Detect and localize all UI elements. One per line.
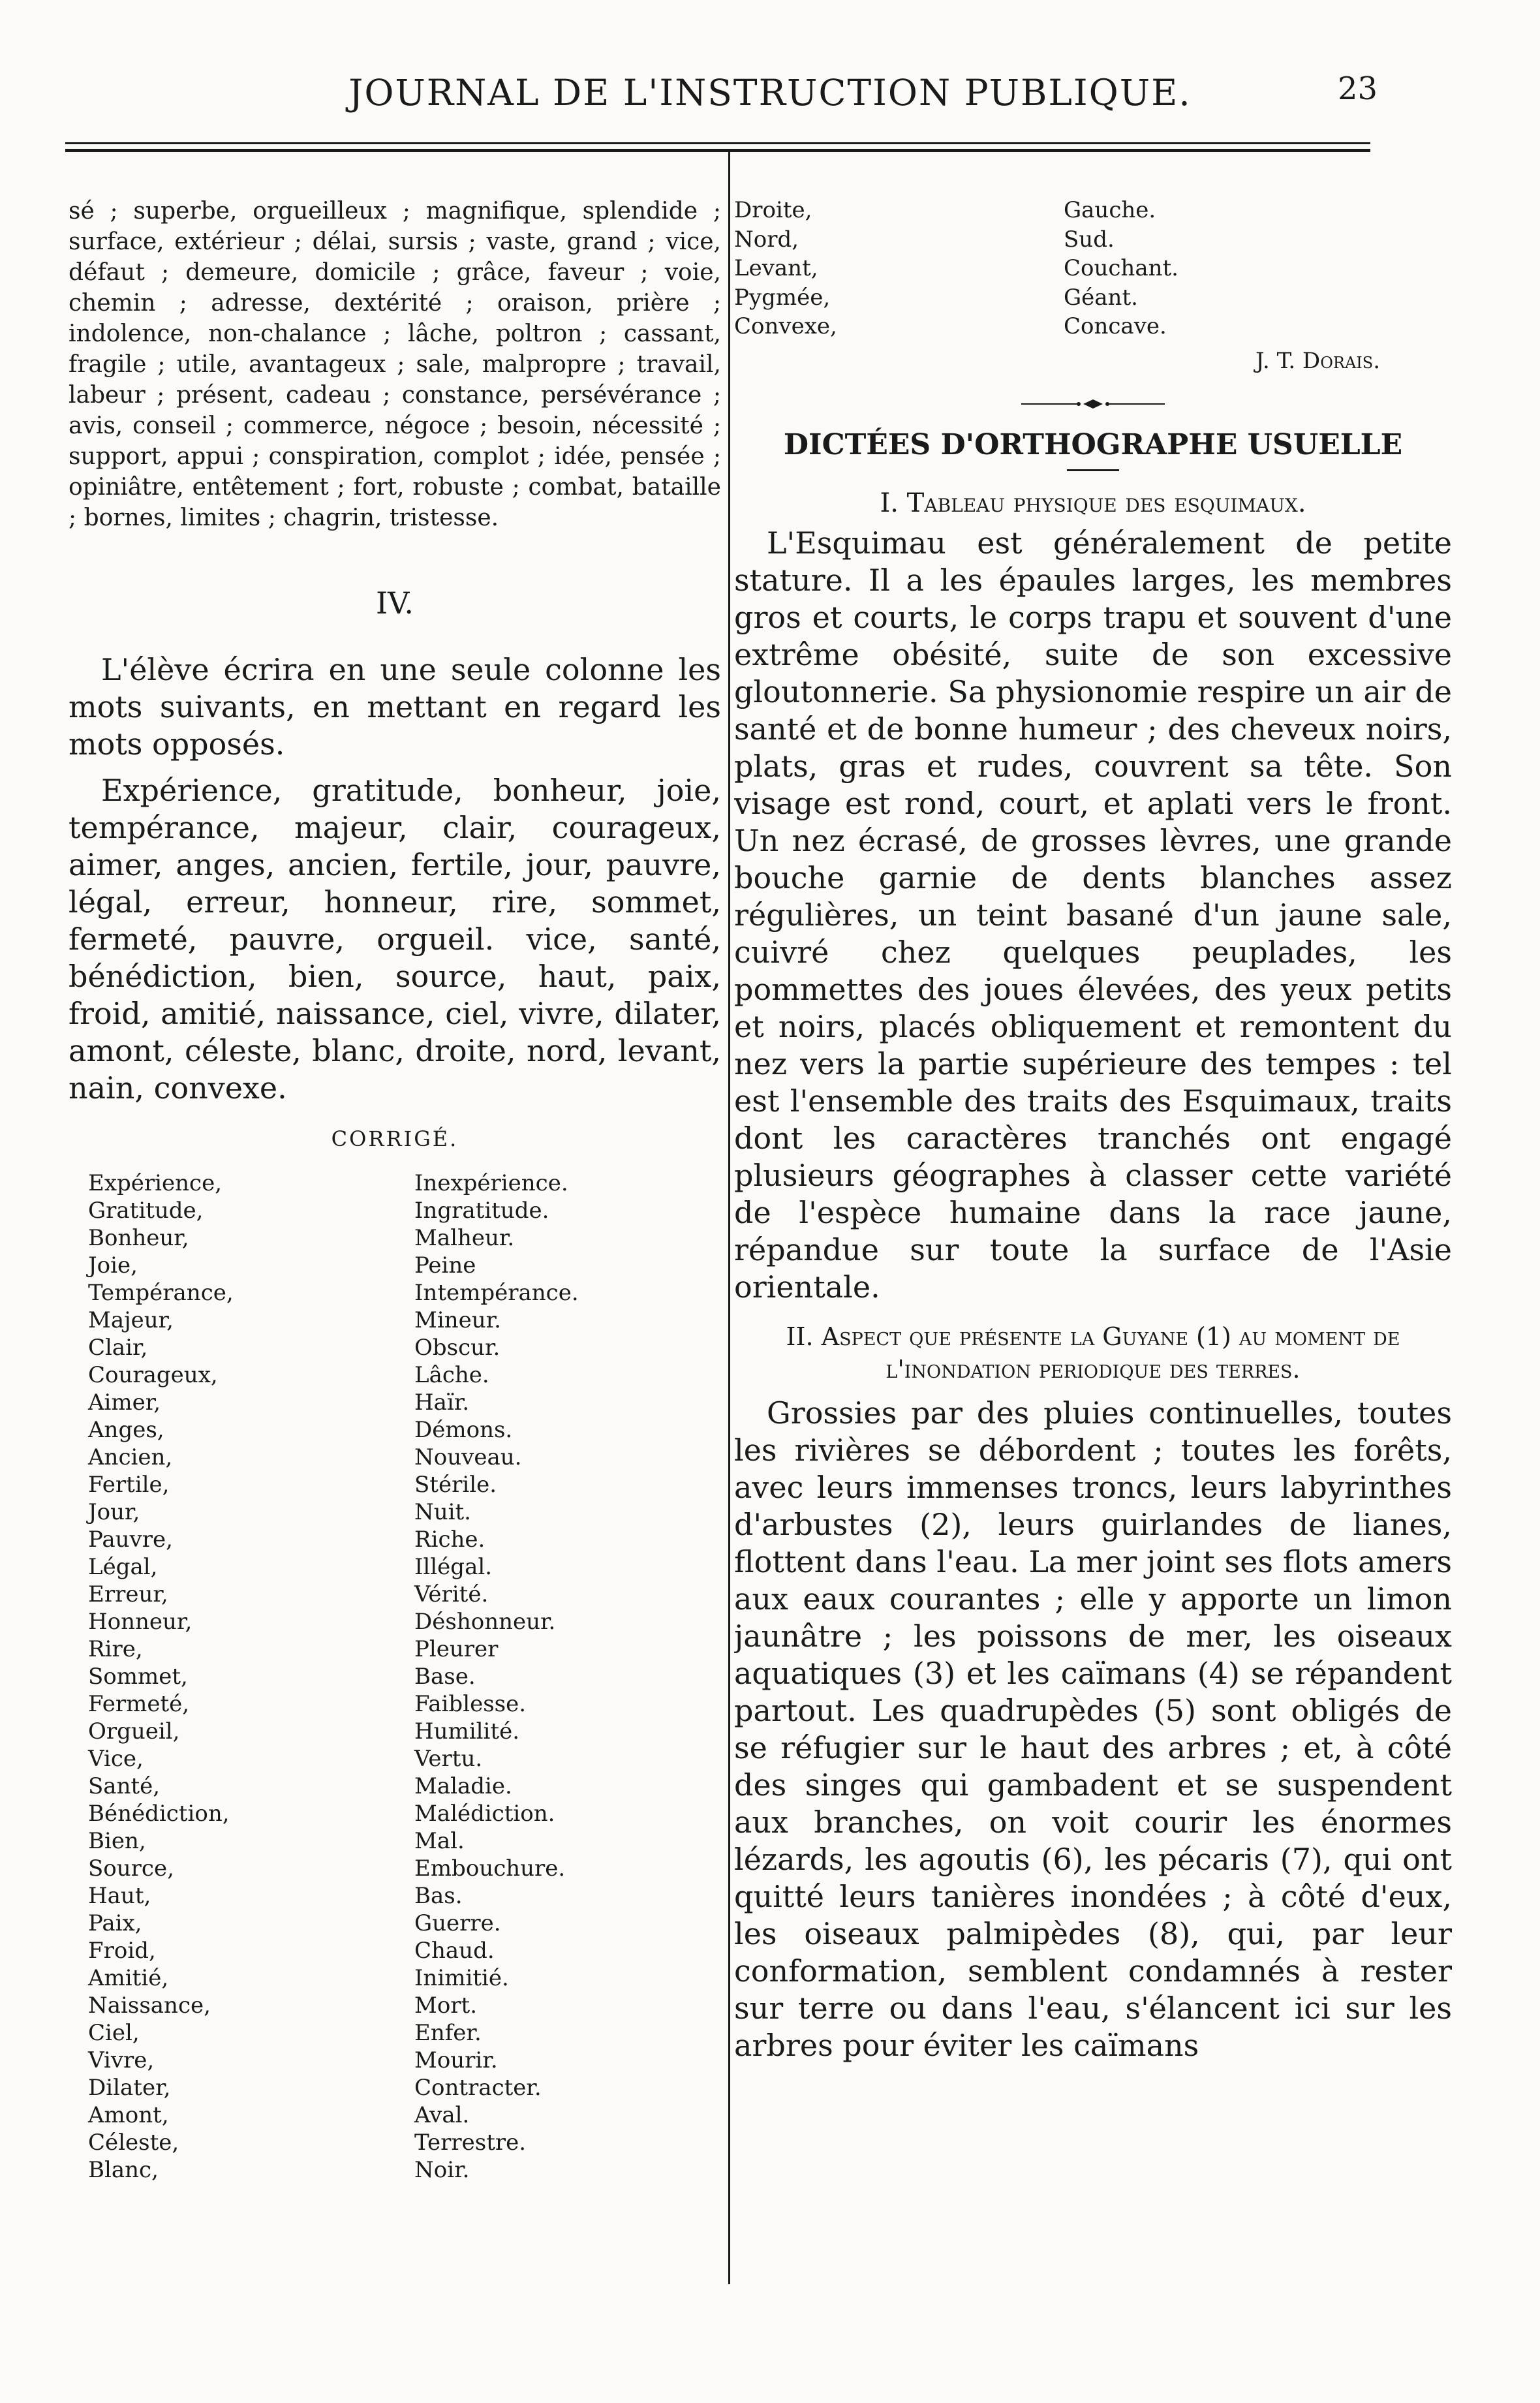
antonym-row: [88, 1416, 579, 1444]
antonym-row: [88, 1252, 579, 1279]
antonym-opposite: Embouchure.: [414, 1855, 566, 1882]
antonym-word: Bien,: [88, 1828, 146, 1854]
pair-opposite: Géant.: [1064, 284, 1138, 311]
antonym-row: [88, 1553, 579, 1581]
dictee-2-text: Grossies par des pluies continuelles, toutes les rivières se débordent ; toutes les forêts, avec leurs immenses troncs, leurs labyrinthes d'arbustes (2), leurs guirlandes de lianes, flottent dans l'eau. La mer joint ses flots amers aux eaux courantes ; elle y apporte un limon jaunâtre ; les poissons de mer, les oiseaux aquatiques (3) et les caïmans (4) se répandent partout. Les quadrupèdes (5) sont obligés de se réfugier sur le haut des arbres ; et, à côté des singes qui gambadent et se suspendent aux branches, on voit courir les énormes lézards, les agoutis (6), les pécaris (7), qui ont quitté leurs tanières inondées ; à côté d'eux, les oiseaux palmipèdes (8), qui, par leur conformation, semblent condamnés à rester sur terre ou dans l'eau, s'élancent ici sur les arbres pour éviter les caïmans: [734, 1395, 1452, 2063]
ornament-divider: [734, 394, 1452, 415]
antonym-row: [88, 1882, 579, 1910]
antonym-row: [88, 1718, 579, 1745]
pair-word: Nord,: [734, 226, 799, 253]
antonym-row: [88, 2074, 579, 2101]
antonym-opposite: Nuit.: [414, 1499, 471, 1525]
antonym-word: Amont,: [88, 2102, 169, 2128]
antonym-row: [88, 1800, 579, 1827]
section-title-rule: [1067, 469, 1119, 471]
antonym-word: Dilater,: [88, 2075, 171, 2101]
pair-opposite: Couchant.: [1064, 255, 1178, 281]
dictee-1-text: L'Esquimau est généralement de petite stature. Il a les épaules larges, les membres gros et courts, le corps trapu et souvent d'une extrême obésité, suite de son excessive gloutonnerie. Sa physionomie respire un air de santé et de bonne humeur ; des cheveux noirs, plats, gras et rudes, couvrent sa tête. Son visage est rond, court, et aplati vers le front. Un nez écrasé, de grosses lèvres, une grande bouche garnie de dents blanches assez régulières, un teint basané d'un jaune sale, cuivré chez quelques peuplades, les pommettes des joues élevées, des yeux petits et noirs, placés obliquement et remontent du nez vers la partie supérieure des tempes : tel est l'ensemble des traits des Esquimaux, traits dont les caractères tranchés ont engagé plusieurs géographes à classer cette variété de l'espèce humaine dans la race jaune, répandue sur toute la surface de l'Asie orientale.: [734, 525, 1452, 1305]
antonym-row: [88, 1361, 579, 1389]
right-column: [734, 196, 1452, 2064]
antonym-word: Légal,: [88, 1554, 158, 1580]
antonym-opposite: Ingratitude.: [414, 1198, 549, 1224]
antonym-word: Fermeté,: [88, 1691, 190, 1717]
antonym-opposite: Mineur.: [414, 1307, 501, 1333]
antonym-opposite: Aval.: [414, 2102, 470, 2128]
antonym-opposite: Stérile.: [414, 1472, 497, 1498]
header-rule-top: [65, 142, 1370, 144]
antonym-opposite: Bas.: [414, 1883, 463, 1909]
antonym-word: Bénédiction,: [88, 1801, 230, 1827]
section-number: IV.: [376, 585, 414, 621]
antonym-opposite: Vérité.: [414, 1581, 489, 1607]
pair-word: Pygmée,: [734, 284, 831, 311]
antonym-opposite: Inexpérience.: [414, 1170, 568, 1196]
running-header: JOURNAL DE L'INSTRUCTION PUBLIQUE.: [348, 72, 1192, 114]
antonym-opposite: Mourir.: [414, 2047, 498, 2073]
antonym-opposite: Vertu.: [414, 1746, 483, 1772]
antonym-opposite: Contracter.: [414, 2075, 542, 2101]
antonym-word: Vice,: [88, 1746, 144, 1772]
antonym-word: Aimer,: [88, 1389, 161, 1416]
pair-row: [734, 225, 1178, 255]
antonym-opposite: Haïr.: [414, 1389, 470, 1416]
antonym-word: Naissance,: [88, 1992, 211, 2019]
antonym-word: Bonheur,: [88, 1225, 189, 1251]
antonym-row: [88, 1636, 579, 1663]
pair-row: [734, 283, 1178, 313]
left-column: [69, 196, 721, 2184]
antonym-word: Céleste,: [88, 2130, 179, 2156]
antonym-opposite: Nouveau.: [414, 1444, 522, 1470]
antonym-opposite: Déshonneur.: [414, 1609, 556, 1635]
antonym-row: [88, 1827, 579, 1855]
antonym-row: [88, 1992, 579, 2019]
antonym-row: [88, 1690, 579, 1718]
antonym-row: [88, 2156, 579, 2184]
antonym-opposite: Terrestre.: [414, 2130, 527, 2156]
antonym-word: Vivre,: [88, 2047, 155, 2073]
dictee-2-title: II. Aspect que présente la Guyane (1) au moment de l'inondation periodique des terres.: [786, 1322, 1400, 1384]
pair-row: [734, 312, 1178, 341]
antonym-word: Santé,: [88, 1773, 161, 1799]
antonym-row: [88, 1224, 579, 1252]
antonym-word: Source,: [88, 1855, 174, 1882]
antonym-row: [88, 1170, 579, 1197]
antonym-opposite: Obscur.: [414, 1335, 501, 1361]
pair-word: Levant,: [734, 255, 818, 281]
antonym-row: [88, 1197, 579, 1224]
antonym-word: Sommet,: [88, 1664, 188, 1690]
antonym-opposite: Malheur.: [414, 1225, 515, 1251]
antonym-row: [88, 1389, 579, 1416]
antonym-opposite: Mal.: [414, 1828, 465, 1854]
antonym-word: Orgueil,: [88, 1718, 180, 1744]
pair-word: Droite,: [734, 197, 812, 223]
antonym-row: [88, 1498, 579, 1526]
antonym-row: [88, 1745, 579, 1773]
antonym-word: Rire,: [88, 1636, 143, 1662]
antonym-opposite: Riche.: [414, 1527, 485, 1553]
antonym-word: Pauvre,: [88, 1527, 173, 1553]
header-rule-bottom: [65, 149, 1370, 152]
antonym-row: [88, 2019, 579, 2047]
pair-opposite: Concave.: [1064, 313, 1167, 339]
pair-row: [734, 196, 1178, 225]
antonym-row: [88, 1608, 579, 1636]
antonym-word: Paix,: [88, 1910, 142, 1936]
antonym-row: [88, 1444, 579, 1471]
antonym-word: Clair,: [88, 1335, 148, 1361]
antonym-opposite: Noir.: [414, 2157, 470, 2183]
antonym-opposite: Illégal.: [414, 1554, 493, 1580]
page-number: 23: [1338, 70, 1378, 107]
antonym-word: Froid,: [88, 1938, 156, 1964]
antonym-word: Erreur,: [88, 1581, 168, 1607]
antonym-table: [88, 1170, 579, 2184]
antonym-word: Haut,: [88, 1883, 151, 1909]
antonym-row: [88, 1307, 579, 1334]
antonym-opposite: Peine: [414, 1252, 476, 1279]
synonym-continuation: sé ; superbe, orgueilleux ; magnifique, splendide ; surface, extérieur ; délai, sursis ; vaste, grand ; vice, défaut ; demeure, domicile ; grâce, faveur ; voie, chemin ; adresse, dextérité ; oraison, prière ; indolence, non-chalance ; lâche, poltron ; cassant, fragile ; utile, avantageux ; sale, malpropre ; travail, labeur ; présent, cadeau ; constance, persévérance ; avis, conseil ; commerce, négoce ; besoin, nécessité ; support, appui ; conspiration, complot ; idée, pensée ; opiniâtre, entêtement ; fort, robuste ; combat, bataille ; bornes, limites ; chagrin, tristesse.: [69, 198, 721, 531]
antonym-word: Majeur,: [88, 1307, 174, 1333]
word-list-paragraph: Expérience, gratitude, bonheur, joie, tempérance, majeur, clair, courageux, aimer, anges, ancien, fertile, jour, pauvre, légal, erreur, honneur, rire, sommet, fermeté, pauvre, orgueil. vice, santé, bénédiction, bien, source, haut, paix, froid, amitié, naissance, ciel, vivre, dilater, amont, céleste, blanc, droite, nord, levant, nain, convexe.: [69, 773, 721, 1106]
antonym-word: Expérience,: [88, 1170, 222, 1196]
antonym-row: [88, 1663, 579, 1690]
antonym-opposite: Mort.: [414, 1992, 478, 2019]
antonym-opposite: Enfer.: [414, 2020, 482, 2046]
antonym-row: [88, 2101, 579, 2129]
antonym-opposite: Lâche.: [414, 1362, 489, 1388]
antonym-word: Jour,: [88, 1499, 140, 1525]
antonym-word: Honneur,: [88, 1609, 192, 1635]
antonym-row: [88, 1334, 579, 1361]
antonym-word: Gratitude,: [88, 1198, 204, 1224]
pair-opposite: Sud.: [1064, 226, 1115, 253]
antonym-word: Ciel,: [88, 2020, 140, 2046]
antonym-word: Courageux,: [88, 1362, 218, 1388]
antonym-opposite: Maladie.: [414, 1773, 512, 1799]
section-title: DICTÉES D'ORTHOGRAPHE USUELLE: [783, 427, 1403, 461]
ornament-icon: [1021, 397, 1165, 411]
column-divider: [728, 150, 730, 2284]
corrige-heading: CORRIGÉ.: [331, 1126, 459, 1151]
pair-word: Convexe,: [734, 313, 837, 339]
antonym-row: [88, 1964, 579, 1992]
antonym-row: [88, 1773, 579, 1800]
instruction-paragraph: L'élève écrira en une seule colonne les mots suivants, en mettant en regard les mots opposés.: [69, 652, 721, 762]
antonym-opposite: Inimitié.: [414, 1965, 509, 1991]
dictee-1-title: I. Tableau physique des esquimaux.: [880, 488, 1306, 518]
antonym-row: [88, 1910, 579, 1937]
antonym-opposite: Malédiction.: [414, 1801, 555, 1827]
antonym-word: Tempérance,: [88, 1280, 234, 1306]
signature: J. T. Dorais.: [1255, 347, 1380, 374]
antonym-word: Amitié,: [88, 1965, 169, 1991]
antonym-opposite: Chaud.: [414, 1938, 495, 1964]
antonym-word: Joie,: [88, 1252, 138, 1279]
antonym-word: Fertile,: [88, 1472, 170, 1498]
antonym-opposite: Démons.: [414, 1417, 513, 1443]
antonym-row: [88, 1581, 579, 1608]
antonym-row: [88, 1471, 579, 1498]
antonym-row: [88, 1937, 579, 1964]
antonym-opposite: Intempérance.: [414, 1280, 579, 1306]
opposite-pairs-table: [734, 196, 1178, 341]
antonym-row: [88, 2047, 579, 2074]
antonym-row: [88, 1279, 579, 1307]
antonym-row: [88, 2129, 579, 2156]
pair-opposite: Gauche.: [1064, 197, 1156, 223]
antonym-opposite: Pleurer: [414, 1636, 499, 1662]
antonym-row: [88, 1526, 579, 1553]
antonym-opposite: Humilité.: [414, 1718, 520, 1744]
antonym-row: [88, 1855, 579, 1882]
antonym-opposite: Guerre.: [414, 1910, 501, 1936]
pair-row: [734, 254, 1178, 283]
antonym-word: Ancien,: [88, 1444, 173, 1470]
antonym-word: Anges,: [88, 1417, 164, 1443]
antonym-opposite: Faiblesse.: [414, 1691, 527, 1717]
antonym-opposite: Base.: [414, 1664, 476, 1690]
antonym-word: Blanc,: [88, 2157, 159, 2183]
